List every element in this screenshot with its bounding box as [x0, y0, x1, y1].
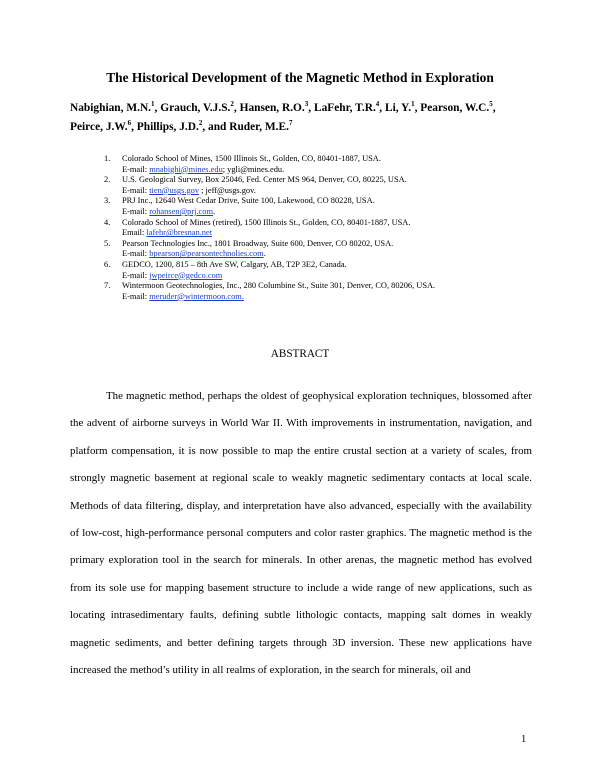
affiliation-address: U.S. Geological Survey, Box 25046, Fed. Center MS 964, Denver, CO, 80225, USA. — [122, 175, 407, 185]
author: Nabighian, M.N.$^1$, — [70, 100, 161, 114]
email-link[interactable]: mnabighi@mines.edu — [149, 164, 223, 174]
email-link[interactable]: rohansen@prj.com — [149, 206, 213, 216]
paper-title: The Historical Development of the Magnetic Method in Exploration — [106, 70, 494, 85]
affiliation-email: E-mail: bpearson@pearsontechnolies.com. — [122, 249, 266, 259]
email-link[interactable]: jwpeirce@gedco.com — [149, 270, 223, 280]
author: Pearson, W.C.$^5$, — [420, 100, 496, 114]
affiliation-item: 2. U.S. Geological Survey, Box 25046, Fed. Center MS 964, Denver, CO, 80225, USA. E-mail: tien@usgs.gov ; jeff@usgs.gov. — [104, 175, 544, 196]
author: Li, Y.$^1$, — [385, 100, 421, 114]
affiliation-address: Colorado School of Mines (retired), 1500 Illinois St., Golden, CO, 80401-1887, USA. — [122, 217, 411, 227]
affiliation-email: E-mail: jwpeirce@gedco.com — [122, 270, 223, 280]
affiliation-item: 3. PRJ Inc., 12640 West Cedar Drive, Suite 100, Lakewood, CO 80228, USA. E-mail: rohansen@prj.com. — [104, 196, 544, 217]
email-link[interactable]: tien@usgs.gov — [149, 185, 200, 195]
affiliation-item: 5. Pearson Technologies Inc., 1801 Broadway, Suite 600, Denver, CO 80202, USA. E-mail: bpearson@pearsontechnolies.com. — [104, 239, 544, 260]
abstract-heading: ABSTRACT — [270, 348, 330, 360]
author: Hansen, R.O.$^3$, — [239, 100, 314, 114]
affiliation-email: E-mail: mnabighi@mines.edu; ygli@mines.edu. — [122, 164, 285, 174]
affiliation-address: PRJ Inc., 12640 West Cedar Drive, Suite 100, Lakewood, CO 80228, USA. — [122, 196, 375, 206]
author-list — [70, 99, 540, 137]
affiliation-address: Wintermoon Geotechnologies, Inc., 280 Columbine St., Suite 301, Denver, CO, 80206, USA. — [122, 281, 436, 291]
author: Ruder, M.E.$^7$ — [229, 119, 293, 133]
affiliation-address: Colorado School of Mines, 1500 Illinois St., Golden, CO, 80401-1887, USA. — [122, 154, 381, 163]
author: LaFehr, T.R.$^4$, — [313, 100, 385, 114]
email-link[interactable]: bpearson@pearsontechnolies.com — [149, 249, 264, 259]
affiliation-item: 6. GEDCO, 1200, 815 – 8th Ave SW, Calgary, AB, T2P 3E2, Canada. E-mail: jwpeirce@gedco.com — [104, 260, 544, 281]
affiliation-list — [104, 154, 544, 302]
affiliation-item: 7. Wintermoon Geotechnologies, Inc., 280 Columbine St., Suite 301, Denver, CO, 80206, USA. E-mail: meruder@wintermoon.com. — [104, 281, 544, 302]
email-link[interactable]: lafehr@bresnan.net — [146, 228, 213, 238]
email-link[interactable]: meruder@wintermoon.com. — [149, 291, 244, 301]
affiliation-email: E-mail: tien@usgs.gov ; jeff@usgs.gov. — [122, 185, 256, 195]
affiliation-item: 4. Colorado School of Mines (retired), 1500 Illinois St., Golden, CO, 80401-1887, USA. Email: lafehr@bresnan.net — [104, 218, 544, 239]
affiliation-email: Email: lafehr@bresnan.net — [122, 228, 213, 238]
page-number: 1 — [521, 734, 527, 745]
author: Grauch, V.J.S.$^2$, — [160, 100, 240, 114]
affiliation-address: GEDCO, 1200, 815 – 8th Ave SW, Calgary, AB, T2P 3E2, Canada. — [122, 259, 347, 269]
affiliation-email: E-mail: rohansen@prj.com. — [122, 206, 216, 216]
affiliation-address: Pearson Technologies Inc., 1801 Broadway, Suite 600, Denver, CO 80202, USA. — [122, 238, 394, 248]
affiliation-email: E-mail: meruder@wintermoon.com. — [122, 291, 244, 301]
author: Peirce, J.W.$^6$, — [70, 119, 137, 133]
affiliation-item: 1. Colorado School of Mines, 1500 Illinois St., Golden, CO, 80401-1887, USA. E-mail: mnabighi@mines.edu; ygli@mines.edu. — [104, 154, 544, 175]
author: Phillips, J.D.$^2$, and — [136, 119, 230, 133]
abstract-body: The magnetic method, perhaps the oldest of geophysical exploration techniques, blossomed after the advent of airborne surveys in World War II. With improvements in instrumentation, navigation, and platform compensation, it is now possible to map the entire crustal section at a variety of scales, from strongly magnetic basement at regional scale to weakly magnetic sedimentary contacts at local scale. Methods of data filtering, display, and interpretation have also advanced, especially with the availability of low-cost, high-performance personal computers and color raster graphics. The magnetic method is the primary exploration tool in the search for minerals. In other arenas, the magnetic method has evolved from its sole use for mapping basement structure to include a wide range of new applications, such as locating intrasedimentary faults, defining subtle lithologic contacts, mapping salt domes in weakly magnetic sediments, and better defining targets through 3D inversion. These new applications have increased the method’s utility in all realms of exploration, in the search for minerals, oil and — [70, 390, 532, 677]
